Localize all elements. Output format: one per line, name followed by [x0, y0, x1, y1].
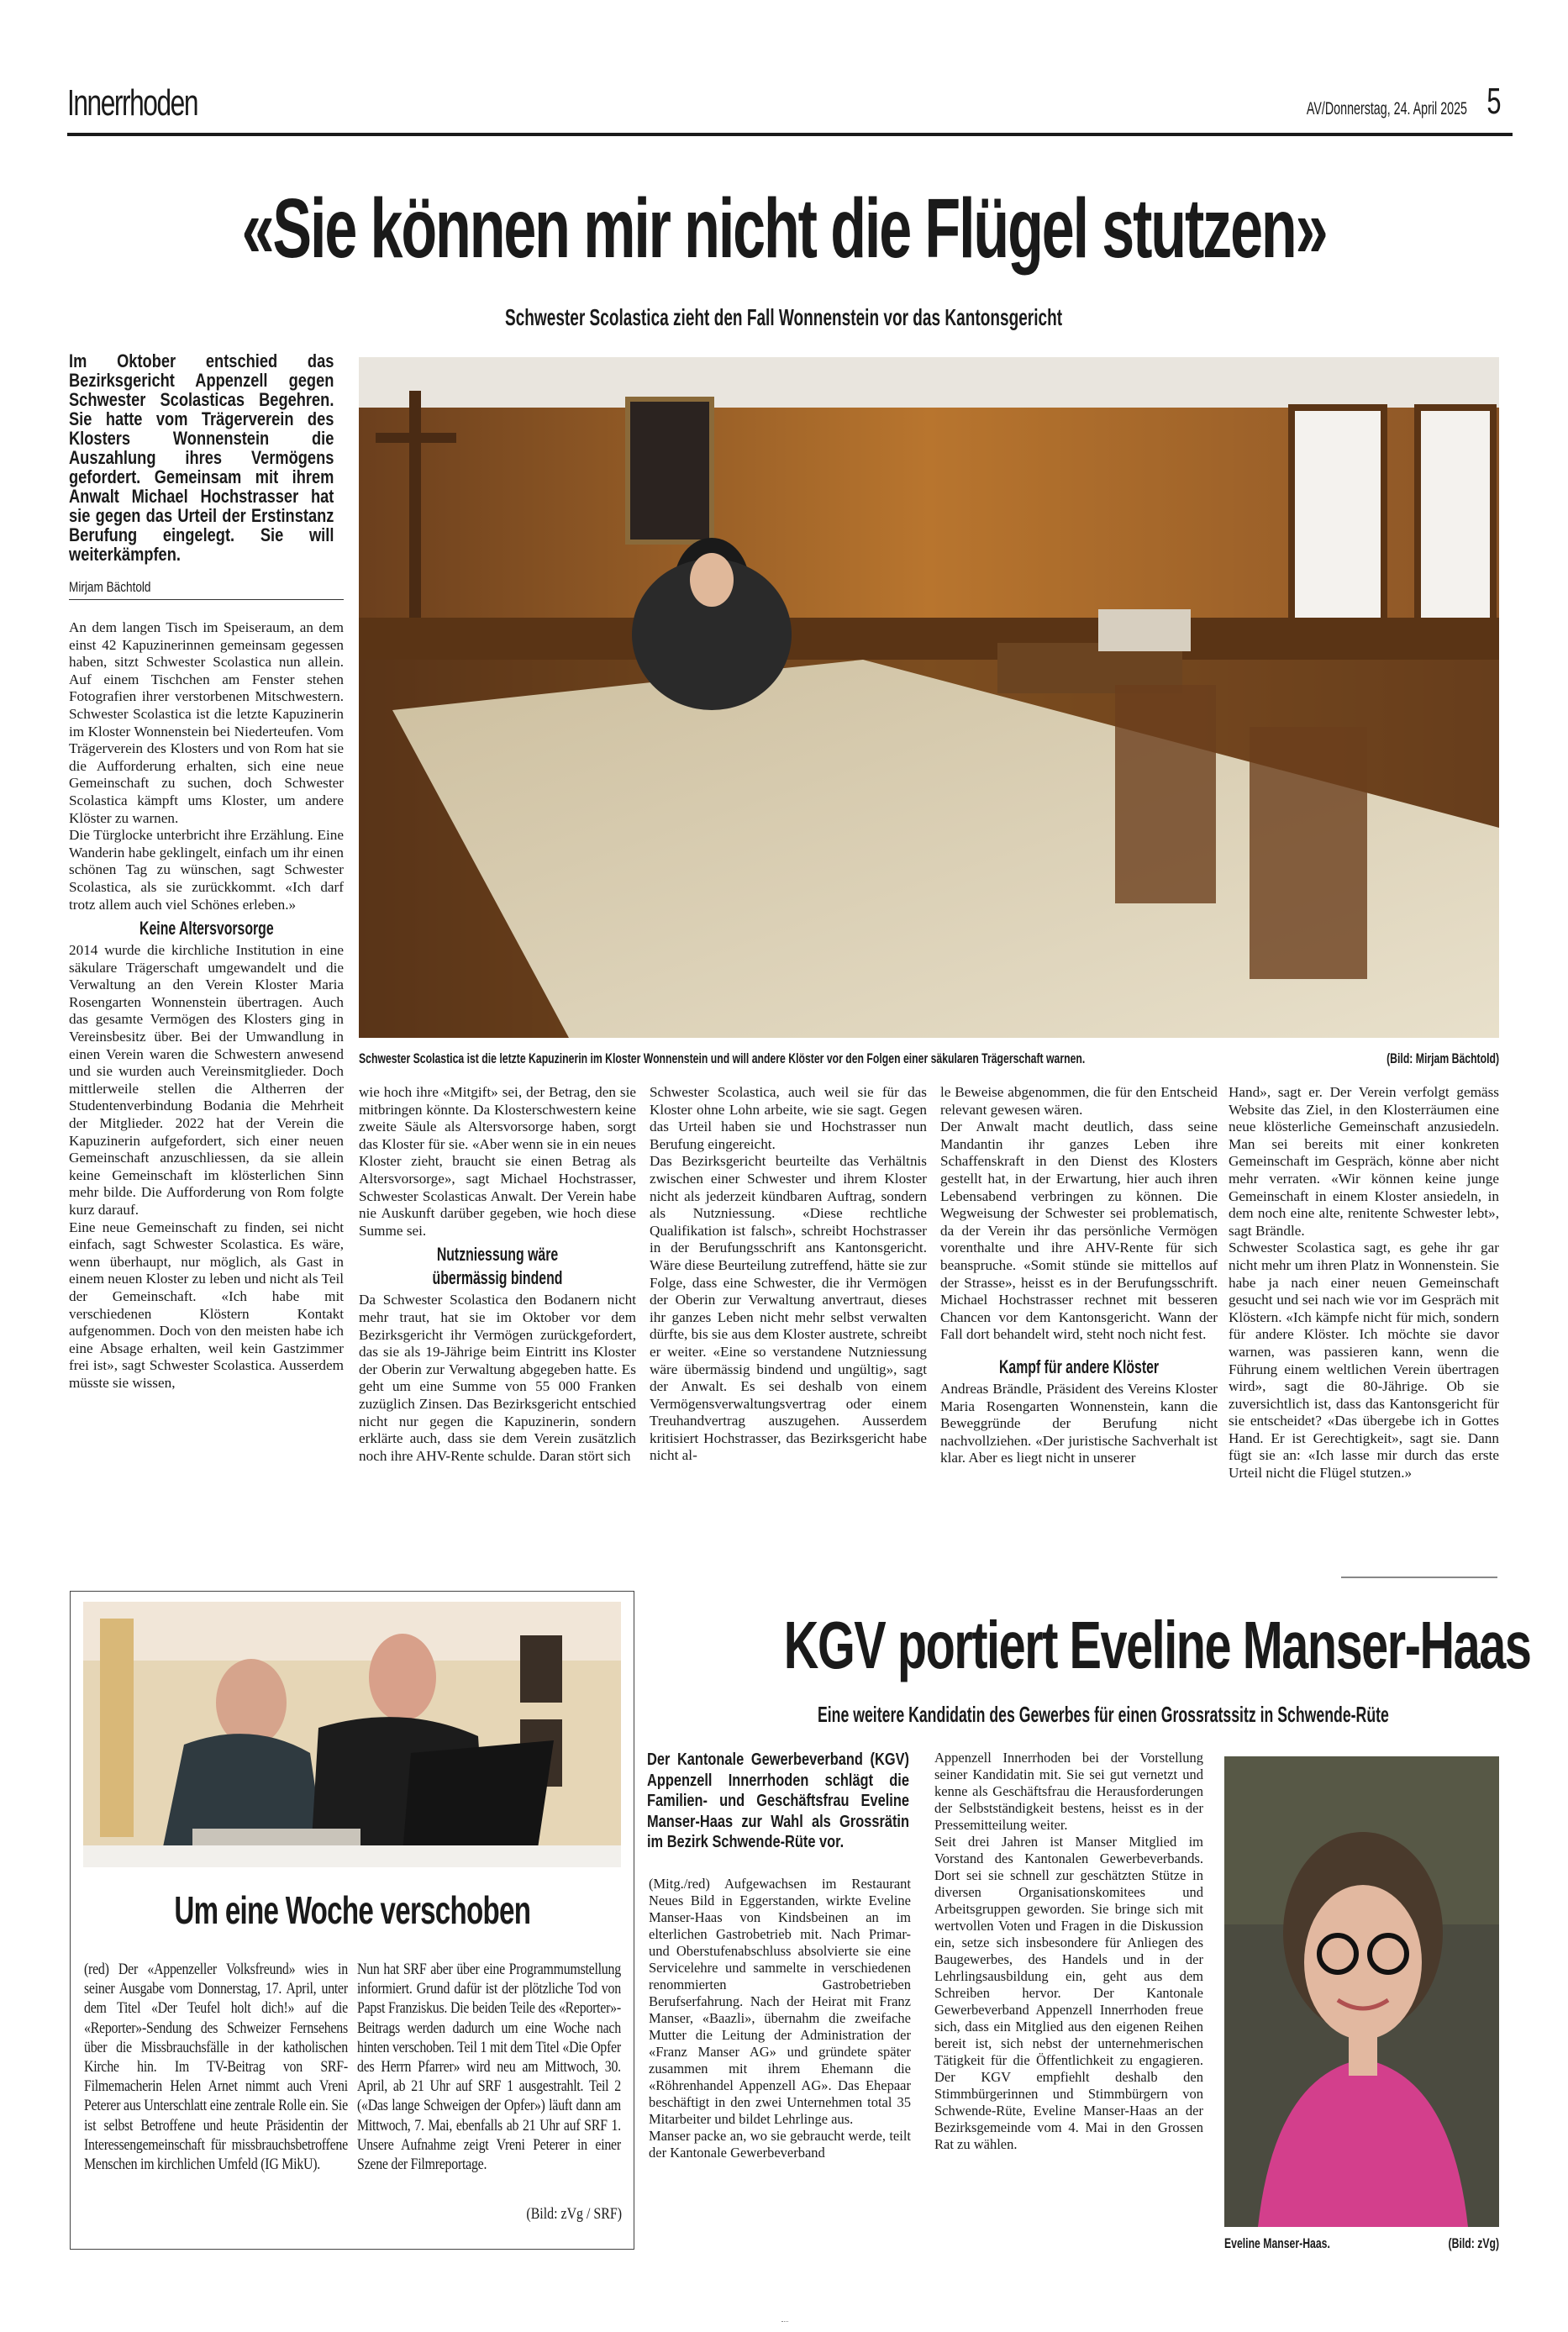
article-column-3: [650, 1084, 927, 1465]
paragraph: Eine neue Gemeinschaft zu finden, sei nicht einfach, sagt Schwester Scolastica. Es wäre, wenn überhaupt, nur möglich, als Gast in einem neuen Kloster zu leben und nicht als Teil der Gemeinschaft. «Ich habe mit verschiedenen Klöstern Kontakt aufgenommen. Doch von den meisten habe ich eine Absage erhalten, weil kein Gastzimmer frei ist», sagt Schwester Scolastica. Ausserdem müsste sie wissen,: [69, 1219, 344, 1391]
paragraph: Schwester Scolastica, auch weil sie für das Kloster ohne Lohn arbeite, wie sie sagt. Gegen das Urteil haben sie und Hochstrasser nun Berufung eingereicht.: [650, 1084, 927, 1152]
subheading: Nutzniessung wäre übermässig bindend: [432, 1244, 563, 1289]
paragraph: Appenzell Innerrhoden bei der Vorstellung seiner Kandidatin mit. Sie sei gut vernetzt und kenne als Geschäftsfrau die Herausforderungen der Selbstständigkeit bestens, heisst es in der Pressemitteilung weiter.: [934, 1750, 1203, 1833]
box-headline: Um eine Woche verschoben: [174, 1888, 530, 1932]
issue-date: AV/Donnerstag, 24. April 2025: [1306, 99, 1467, 118]
photo-credit: (Bild: Mirjam Bächtold): [1386, 1050, 1499, 1066]
subheading: Kampf für andere Klöster: [998, 1356, 1160, 1377]
woman-figure: [216, 1659, 287, 1746]
painting-frame: [628, 399, 712, 542]
chair: [1250, 727, 1367, 979]
article-lead: Im Oktober entschied das Bezirksgericht Appenzell gegen Schwester Scolasticas Begehren. Sie hatte vom Trägerverein des Klosters Wonnenstein die Auszahlung ihres Vermögens gefordert. Gemeinsam mit ihrem Anwalt Michael Hochstrasser hat sie gegen das Urteil der Erstinstanz Berufung eingelegt. Sie will weiterkämpfen.: [69, 350, 334, 565]
kgv-portrait-photo: [1224, 1756, 1499, 2227]
paragraph: Das Bezirksgericht beurteilte das Verhältnis zwischen einer Schwester und ihrem Kloster nicht als jederzeit kündbaren Auftrag, sondern als Nutzniessung. «Diese rechtliche Qualifikation ist falsch», schreibt Hochstrasser in der Berufungsschrift ans Kantonsgericht. Wäre diese Beurteilung zutreffend, hätte sie zur Folge, dass eine Schwester, die ihr Vermögen der Oberin zur Verwaltung anvertraut, dieses ihr ganzes Leben nicht mehr selbst verwalten dürfte, bis sie aus dem Kloster austrete, schreibt er weiter. «Eine so verstandene Nutzniessung wäre übermässig bindend und ungültig», sagt der Anwalt. Es sei deshalb von einem Vermögensverwaltungsvertrag oder einem Treuhandvertrag auszugehen. Ausserdem kritisiert Hochstrasser, das Bezirksgericht habe nicht al-: [650, 1153, 927, 1464]
kgv-subhead: Eine weitere Kandidatin des Gewerbes für einen Grossratssitz in Schwende-Rüte: [818, 1702, 1389, 1727]
refectory-photo-illustration: [359, 357, 1499, 1038]
paragraph: Die Türglocke unterbricht ihre Erzählung. Eine Wanderin habe geklingelt, einfach um ihr einen schönen Tag zu wünschen, sagt Schwester Scolastica, als sie zurückkommt. «Ich darf trotz allem auch viel Schönes erleben.»: [69, 827, 344, 913]
paragraph: Der Anwalt macht deutlich, dass seine Mandantin ihr ganzes Leben ihre Schaffenskraft in den Dienst des Klosters gestellt hat, in der Erwartung, hier auch ihren Lebensabend verbringen zu können. Die Wegweisung der Schwester sei problematisch, da der Verein ihr das persönliche Vermögen vorenthalte und ihre AHV-Rente für sich beanspruche. «Somit stünde sie mittellos auf der Strasse», heisst es in der Berufungsschrift. Michael Hochstrasser rechnet mit besseren Chancen vor dem Kantonsgericht. Wann der Fall dort behandelt wird, steht noch nicht fest.: [940, 1119, 1218, 1343]
box-photo-credit: (Bild: zVg / SRF): [526, 2206, 622, 2223]
byline: Mirjam Bächtold: [69, 579, 344, 600]
article-column-2: [359, 1084, 636, 1465]
caption-text: Eveline Manser-Haas.: [1224, 2235, 1330, 2251]
box-column-2: [357, 1961, 621, 2175]
paragraph: (red) Der «Appenzeller Volksfreund» wies in seiner Ausgabe vom Donnerstag, 17. April, unter dem Titel «Der Teufel holt dich!» auf die «Reporter»-Sendung des Schweizer Fernsehens über die Missbrauchsfälle in der katholischen Kirche hin. Im TV-Beitrag von SRF-Filmemacherin Helen Arnet nimmt auch Vreni Peterer aus Unterschlatt eine zentrale Rolle ein. Sie ist selbst Betroffene und heute Präsidentin der Interessengemeinschaft für missbrauchsbetroffene Menschen im kirchlichen Umfeld (IG MikU).: [84, 1961, 348, 2174]
paragraph: 2014 wurde die kirchliche Institution in eine säkulare Trägerschaft umgewandelt und die Verwaltung an den Verein Kloster Maria Rosengarten Wonnenstein übertragen. Auch das gesamte Vermögen des Klosters ging in Vereinsbesitz über. Bei der Umwandlung in einen Verein waren die Schwestern anwesend und sie wurden auch Vereinsmitglieder. Doch mittlerweile stellen die Altherren der Studentenverbindung Bodania die Mehrheit der Mitglieder. 2022 hat der Verein die Kapuzinerin aufgefordert, sich einer neuen Gemeinschaft anzuschliessen, da sie allein keine Gemeinschaft im klösterlichen Sinn mehr bilde. Die Aufforderung von Rom folgte kurz darauf.: [69, 942, 344, 1218]
page-number: 5: [1486, 81, 1501, 122]
paragraph: Andreas Brändle, Präsident des Vereins Kloster Maria Rosengarten Wonnenstein, kann die Beweggründe der Berufung nicht nachvollziehen. «Der juristische Sachverhalt ist klar. Aber es liegt nicht in unserer: [940, 1380, 1218, 1466]
paragraph: An dem langen Tisch im Speiseraum, an dem einst 42 Kapuzinerinnen gemeinsam gegessen haben, sitzt Schwester Scolastica nun allein. Auf einem Tischchen am Fenster stehen Fotografien ihrer verstorbenen Mitschwestern. Schwester Scolastica ist die letzte Kapuzinerin im Kloster Wonnenstein bei Niederteufen. Vom Trägerverein des Klosters und von Rom hat sie die Aufforderung erhalten, sich eine neue Gemeinschaft zu suchen, doch Schwester Scolastica kämpft ums Kloster, um andere Klöster zu warnen.: [69, 619, 344, 826]
article-column-4: [940, 1084, 1218, 1467]
paragraph: Schwester Scolastica sagt, es gehe ihr gar nicht mehr um ihren Platz in Wonnenstein. Sie habe ja nach einer neuen Gemeinschaft gesucht und sei nach wie vor im Gespräch mit Klöstern. «Ich kämpfe nicht für mich, sondern für andere Klöster. Ich möchte sie davor warnen, was passieren kann, wenn die Führung einem weltlichen Verein übertragen wird», sagt die 80-Jährige. Ob sie zuversichtlich ist, dass das Kantonsgericht für sie entscheidet? «Das übergebe ich in Gottes Hand. Er ist Gerechtigkeit», sagt sie. Dann fügt sie an: «Ich lasse mir durch das erste Urteil nicht die Flügel stutzen.»: [1229, 1240, 1499, 1482]
box-column-1: [84, 1961, 348, 2175]
kgv-photo-caption: [1224, 2235, 1499, 2252]
section-title: Innerrhoden: [67, 82, 198, 124]
main-subhead: Schwester Scolastica zieht den Fall Wonnenstein vor das Kantonsgericht: [505, 304, 1063, 330]
paragraph: Hand», sagt er. Der Verein verfolgt gemäss Website das Ziel, in den Klosterräumen eine neue klösterliche Gemeinschaft anzusiedeln. Man sei bereits mit einer konkreten Gemeinschaft im Gespräch, könne aber nicht mehr verraten. «Wir können keine junge Gemeinschaft in einem Kloster ansiedeln, in dem noch eine alte, renitente Schwester lebt», sagt Brändle.: [1229, 1084, 1499, 1239]
kgv-lead: Der Kantonale Gewerbeverband (KGV) Appenzell Innerrhoden schlägt die Familien- und Geschäftsfrau Eveline Manser-Haas zur Wahl als Grossrätin im Bezirk Schwende-Rüte vor.: [647, 1750, 909, 1851]
photo-credit: (Bild: zVg): [1448, 2235, 1499, 2251]
kgv-headline: KGV portiert Eveline Manser-Haas: [783, 1608, 1531, 1682]
man-figure: [369, 1634, 436, 1721]
crucifix: [409, 391, 421, 626]
portrait-illustration: [1224, 1756, 1499, 2227]
paragraph: le Beweise abgenommen, die für den Entscheid relevant gewesen wären.: [940, 1084, 1218, 1118]
box-photo: [83, 1602, 621, 1867]
tv-scene-photo-illustration: [83, 1602, 621, 1867]
kgv-column-1: [649, 1876, 911, 2161]
caption-text: Schwester Scolastica ist die letzte Kapuzinerin im Kloster Wonnenstein und will andere Klöster vor den Folgen einer säkularen Trägerschaft warnen.: [359, 1050, 1086, 1066]
article-column-5: [1229, 1084, 1499, 1482]
paragraph: Da Schwester Scolastica den Bodanern nicht mehr traut, hat sie im Oktober vor dem Bezirksgericht ihr Vermögen zurückgefordert, das sie als 19-Jährige beim Eintritt ins Kloster der Oberin zur Verwaltung abgegeben hatte. Es geht um eine Summe von 55 000 Franken zuzüglich Zinsen. Das Bezirksgericht entschied nicht nur gegen die Kapuzinerin, sondern erklärte auch, dass sie dem Verein zusätzlich noch ihre AHV-Rente schulde. Daran stört sich: [359, 1292, 636, 1464]
paragraph: Manser packe an, wo sie gebraucht werde, teilt der Kantonale Gewerbeverband: [649, 2128, 911, 2161]
main-headline: «Sie können mir nicht die Flügel stutzen»: [241, 182, 1327, 276]
laptop: [403, 1740, 554, 1854]
chair: [1115, 685, 1216, 903]
paragraph: wie hoch ihre «Mitgift» sei, der Betrag, den sie mitbringen könnte. Da Klosterschwestern keine zweite Säule als Altersvorsorge haben, sorgt das Kloster für sie. «Aber wenn sie in ein neues Kloster zieht, braucht sie einen Betrag als Altersvorsorge», sagt Michael Hochstrasser, Schwester Scolasticas Anwalt. Der Verein habe nie Auskunft darüber gegeben, wie hoch diese Summe sei.: [359, 1084, 636, 1239]
paragraph: Seit drei Jahren ist Manser Mitglied im Vorstand des Kantonalen Gewerbeverbands. Dort sei sie schnell zur geschätzten Stütze in diversen Organisationskomitees und Arbeitsgruppen geworden. Sie bringe sich mit wertvollen Voten und Fragen in die Diskussion ein, setze sich insbesondere für Anliegen des Baugewerbes, des Handels und in der Lehrlingsausbildung ein, geht aus dem Schreiben hervor. Der Kantonale Gewerbeverband Appenzell Innerrhoden freue sich, dass ein Mitglied aus den eigenen Reihen bereit ist, sich nebst der unternehmerischen Tätigkeit für die Öffentlichkeit zu engagieren. Der KGV empfiehlt deshalb den Stimmbürgerinnen und Stimmbürgern von Schwende-Rüte, Eveline Manser-Haas an der Bezirksgemeinde vom 4. Mai in den Grossen Rat zu wählen.: [934, 1834, 1203, 2152]
main-photo-caption: [359, 1050, 1499, 1067]
footer-mark: [781, 2321, 788, 2324]
section-rule: [1341, 1577, 1497, 1578]
kgv-column-2: [934, 1750, 1203, 2153]
header-rule: [67, 133, 1513, 136]
window-pillar: [100, 1619, 134, 1837]
paragraph: Nun hat SRF aber über eine Programmumstellung informiert. Grund dafür ist der plötzliche Tod von Papst Franziskus. Die beiden Teile des «Reporter»-Beitrags werden dadurch um eine Woche nach hinten verschoben. Teil 1 mit dem Titel «Die Opfer des Herrn Pfarrer» wird neu am Mittwoch, 30. April, ab 21 Uhr auf SRF 1 ausgestrahlt. Teil 2 («Das lange Schweigen der Opfer») läuft dann am Mittwoch, 7. Mai, ebenfalls ab 21 Uhr auf SRF 1. Unsere Aufnahme zeigt Vreni Peterer in einer Szene der Filmreportage.: [357, 1961, 621, 2174]
article-column-1: [69, 619, 344, 1392]
paragraph: (Mitg./red) Aufgewachsen im Restaurant Neues Bild in Eggerstanden, wirkte Eveline Manser-Haas von Kindsbeinen an im elterlichen Gastrobetrieb mit. Nach Primar- und Oberstufenabschluss absolvierte sie eine Servicelehre und sammelte in verschiedenen renommierten Gastrobetrieben Berufserfahrung. Nach der Heirat mit Franz Manser, «Baazli», übernahm die zweifache Mutter die Leitung der Administration der «Franz Manser AG» und gründete später zusammen mit ihrem Ehemann die «Röhrenhandel Appenzell AG». Das Ehepaar beschäftigt in den zwei Unternehmen total 35 Mitarbeiter und bildet Lehrlinge aus.: [649, 1876, 911, 2127]
main-photo: [359, 357, 1499, 1038]
subheading: Keine Altersvorsorge: [139, 918, 274, 940]
